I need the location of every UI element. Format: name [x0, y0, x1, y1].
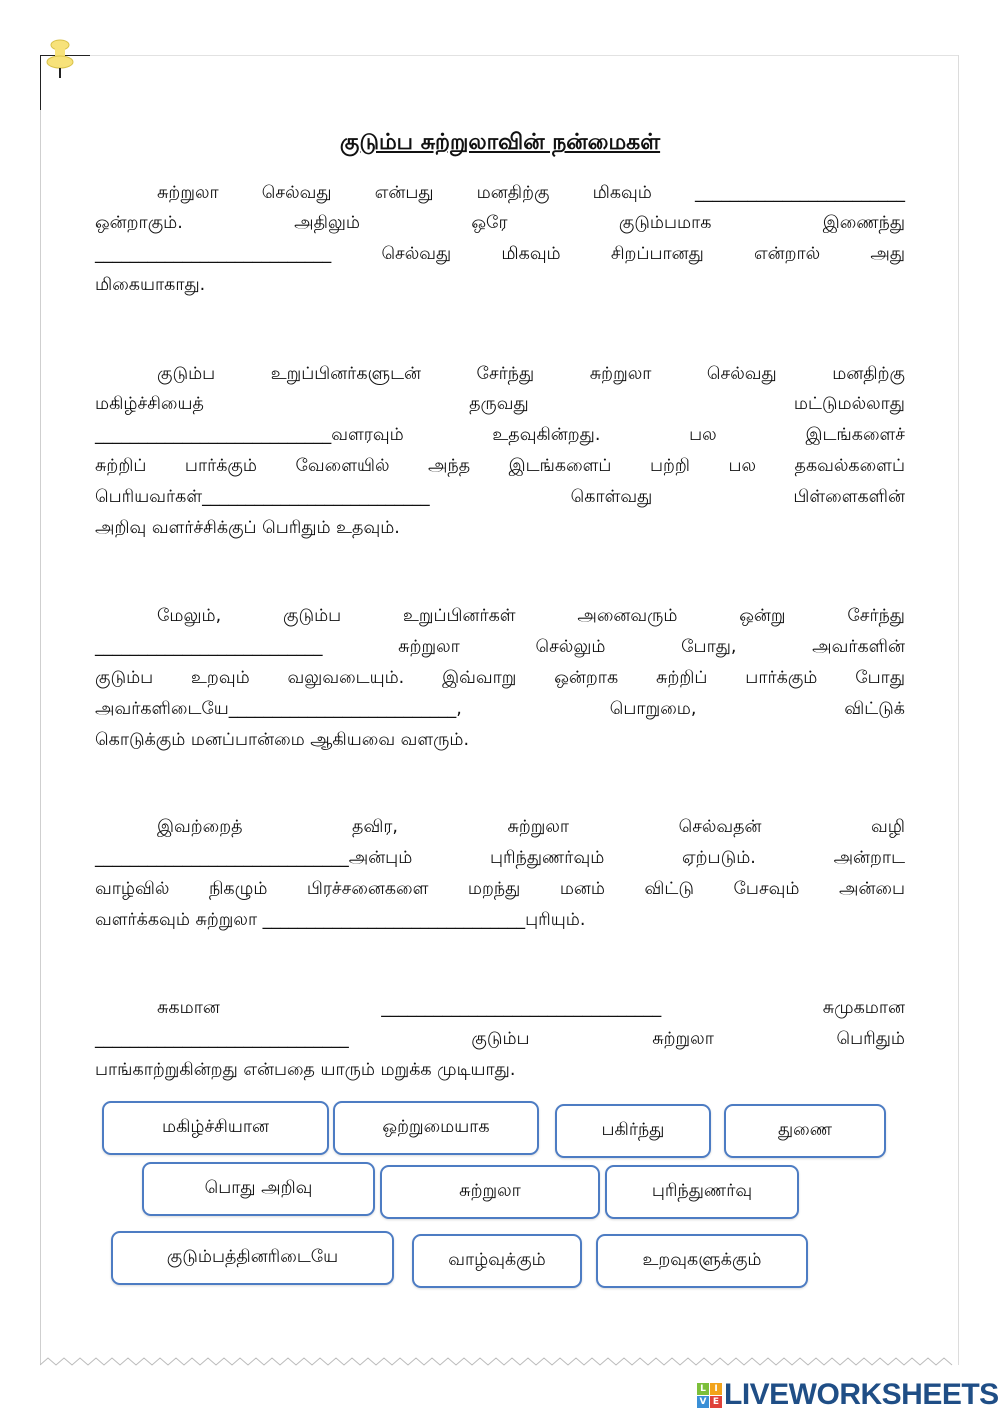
- logo-text: LIVEWORKSHEETS: [724, 1378, 999, 1411]
- paragraph-line: சுற்றுலா செல்வது என்பது மனதிற்கு மிகவும் ________________________: [157, 183, 905, 203]
- paragraph-line: கொடுக்கும் மனப்பான்மை ஆகியவை வளரும்.: [95, 730, 470, 750]
- word-chip[interactable]: பகிர்ந்து: [555, 1104, 711, 1158]
- paragraph-line: ஒன்றாகும். அதிலும் ஒரே குடும்பமாக இணைந்து: [95, 213, 905, 233]
- paragraph-line: ___________________________ செல்வது மிகவும் சிறப்பானது என்றால் அது: [95, 244, 905, 264]
- torn-paper-edge: [40, 1356, 960, 1368]
- word-chip[interactable]: துணை: [724, 1104, 886, 1158]
- logo-tile: L: [697, 1383, 709, 1395]
- paper-edge-left: [40, 55, 41, 1365]
- logo-tiles: [697, 1383, 722, 1408]
- word-chip[interactable]: புரிந்துணர்வு: [605, 1165, 799, 1219]
- paragraph-line: ___________________________வளரவும் உதவுகின்றது. பல இடங்களைச்: [95, 425, 905, 445]
- paper-edge-right: [958, 55, 959, 1365]
- paragraph-line: வளர்க்கவும் சுற்றுலா ______________________________புரியும்.: [95, 910, 586, 930]
- paragraph-line: பெரியவர்கள்__________________________ கொள்வது பிள்ளைகளின்: [95, 487, 905, 507]
- logo-tile: V: [697, 1396, 709, 1408]
- word-chip[interactable]: மகிழ்ச்சியான: [102, 1101, 329, 1155]
- paragraph-line: அவர்களிடையே__________________________, பொறுமை, விட்டுக்: [95, 699, 905, 719]
- paper-edge-top: [90, 55, 958, 56]
- paragraph-line: குடும்ப உறவும் வலுவடையும். இவ்வாறு ஒன்றாக சுற்றிப் பார்க்கும் போது: [95, 668, 905, 688]
- liveworksheets-logo: [697, 1378, 999, 1412]
- paragraph-line: சுகமான ________________________________ சுமுகமான: [157, 998, 905, 1018]
- logo-tile: I: [710, 1383, 722, 1395]
- paragraph-line: அறிவு வளர்ச்சிக்குப் பெரிதும் உதவும்.: [95, 518, 400, 538]
- paragraph-line: __________________________ சுற்றுலா செல்லும் போது, அவர்களின்: [95, 637, 905, 657]
- word-chip[interactable]: ஒற்றுமையாக: [333, 1101, 539, 1155]
- paragraph-line: _____________________________அன்பும் புரிந்துணர்வும் ஏற்படும். அன்றாட: [95, 848, 905, 868]
- paragraph-line: மகிழ்ச்சியைத் தருவது மட்டுமல்லாது: [95, 394, 905, 414]
- logo-tile: E: [710, 1396, 722, 1408]
- paragraph-line: பாங்காற்றுகின்றது என்பதை யாரும் மறுக்க முடியாது.: [95, 1060, 516, 1080]
- worksheet-title: குடும்ப சுற்றுலாவின் நன்மைகள்: [339, 130, 661, 155]
- word-chip[interactable]: குடும்பத்தினரிடையே: [111, 1231, 394, 1285]
- paragraph-line: மேலும், குடும்ப உறுப்பினர்கள் அனைவரும் ஒன்று சேர்ந்து: [157, 606, 905, 626]
- word-chip[interactable]: பொது அறிவு: [142, 1162, 375, 1216]
- pushpin-icon: [44, 38, 80, 82]
- paragraph-line: _____________________________ குடும்ப சுற்றுலா பெரிதும்: [95, 1029, 905, 1049]
- paragraph-line: இவற்றைத் தவிர, சுற்றுலா செல்வதன் வழி: [157, 817, 905, 837]
- word-chip[interactable]: வாழ்வுக்கும்: [412, 1234, 582, 1288]
- paragraph-line: குடும்ப உறுப்பினர்களுடன் சேர்ந்து சுற்றுலா செல்வது மனதிற்கு: [157, 364, 905, 384]
- paper-corner-left: [40, 55, 41, 110]
- word-chip[interactable]: உறவுகளுக்கும்: [596, 1234, 808, 1288]
- paragraph-line: மிகையாகாது.: [95, 275, 206, 295]
- word-chip[interactable]: சுற்றுலா: [380, 1165, 600, 1219]
- paragraph-line: வாழ்வில் நிகழும் பிரச்சனைகளை மறந்து மனம் விட்டு பேசவும் அன்பை: [95, 879, 905, 899]
- paragraph-line: சுற்றிப் பார்க்கும் வேளையில் அந்த இடங்களைப் பற்றி பல தகவல்களைப்: [95, 456, 905, 476]
